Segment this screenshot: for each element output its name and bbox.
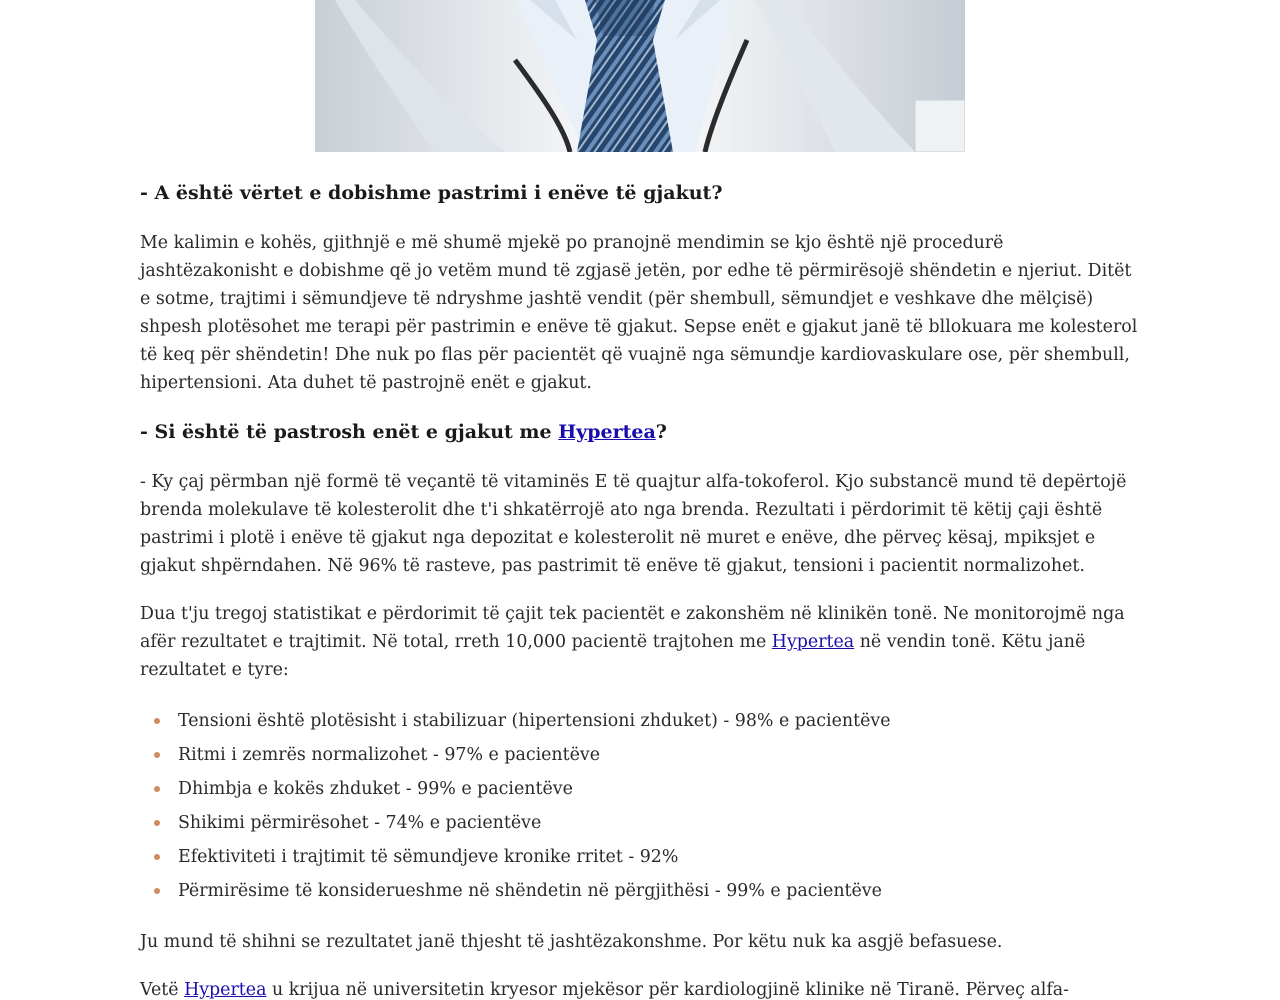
- question-text: - Si është të pastrosh enët e gjakut me: [140, 421, 559, 443]
- question-mark: ?: [655, 421, 667, 443]
- hypertea-link[interactable]: Hypertea: [558, 421, 656, 443]
- paragraph-results-comment: Ju mund të shihni se rezultatet janë thjesht të jashtëzakonshme. Por këtu nuk ka asgjë befasuese.: [140, 932, 1003, 952]
- bullet-icon: [154, 888, 160, 894]
- hypertea-link[interactable]: Hypertea: [184, 980, 267, 1000]
- origin-text: Vetë: [140, 980, 185, 1000]
- result-text: Dhimbja e kokës zhduket - 99% e pacientëve: [178, 779, 573, 799]
- article-body: [140, 178, 1145, 1000]
- result-text: Tensioni është plotësisht i stabilizuar (hipertensioni zhduket) - 98% e pacientëve: [178, 711, 891, 731]
- hypertea-link[interactable]: Hypertea: [771, 632, 855, 652]
- results-list: [140, 704, 1145, 908]
- list-item: [140, 738, 1145, 772]
- bullet-icon: [154, 854, 160, 860]
- origin-text-end: u krijua në universitetin kryesor mjekësor për kardiologjinë klinike në Tiranë. Përveç alfa-: [266, 980, 1070, 1000]
- bullet-icon: [154, 752, 160, 758]
- paragraph-tea-composition: - Ky çaj përmban një formë të veçantë të vitaminës E të quajtur alfa-tokoferol. Kjo substancë mund të depërtojë brenda molekulave të kolesterolit dhe t'i shkatërrojë ato nga brenda. Rezultati i përdorimit të këtij çaji është pastrimi i plotë i enëve të gjakut nga depozitat e kolesterolit në muret e enëve, dhe përveç kësaj, mpiksjet e gjakut shpërndahen. Në 96% të rasteve, pas pastrimit të enëve të gjakut, tensioni i pacientit normalizohet.: [140, 472, 1127, 576]
- list-item: [140, 704, 1145, 738]
- list-item: [140, 772, 1145, 806]
- bullet-icon: [154, 820, 160, 826]
- doctor-photo: [315, 0, 965, 152]
- paragraph-statistics-intro: [140, 600, 1145, 684]
- list-item: [140, 840, 1145, 874]
- statistics-text-end: në vendin tonë. Këtu janë rezultatet e tyre:: [140, 632, 1086, 680]
- result-text: Shikimi përmirësohet - 74% e pacientëve: [178, 813, 542, 833]
- result-text: Përmirësime të konsiderueshme në shëndetin në përgjithësi - 99% e pacientëve: [178, 881, 882, 901]
- paragraph-university-origin: [140, 976, 1145, 1000]
- question-heading-cleaning-benefit: - A është vërtet e dobishme pastrimi i enëve të gjakut?: [140, 182, 723, 204]
- bullet-icon: [154, 786, 160, 792]
- statistics-text: Dua t'ju tregoj statistikat e përdorimit të çajit tek pacientët e zakonshëm në klinikën tonë. Ne monitorojmë nga afër rezultatet e trajtimit. Në total, rreth 10,000 pacientë trajtohen me: [140, 604, 1125, 652]
- paragraph-doctors-opinion: Me kalimin e kohës, gjithnjë e më shumë mjekë po pranojnë mendimin se kjo është një procedurë jashtëzakonisht e dobishme që jo vetëm mund të zgjasë jetën, por edhe të përmirësojë shëndetin e njeriut. Ditët e sotme, trajtimi i sëmundjeve të ndryshme jashtë vendit (për shembull, sëmundjet e veshkave dhe mëlçisë) shpesh plotësohet me terapi për pastrimin e enëve të gjakut. Sepse enët e gjakut janë të bllokuara me kolesterol të keq për shëndetin! Dhe nuk po flas për pacientët që vuajnë nga sëmundje kardiovaskulare ose, për shembull, hipertensioni. Ata duhet të pastrojnë enët e gjakut.: [140, 233, 1138, 393]
- list-item: [140, 806, 1145, 840]
- list-item: [140, 874, 1145, 908]
- result-text: Efektiviteti i trajtimit të sëmundjeve kronike rritet - 92%: [178, 847, 679, 867]
- result-text: Ritmi i zemrës normalizohet - 97% e pacientëve: [178, 745, 601, 765]
- doctor-illustration: [315, 0, 965, 152]
- bullet-icon: [154, 718, 160, 724]
- question-heading-how-hypertea: [140, 417, 1145, 447]
